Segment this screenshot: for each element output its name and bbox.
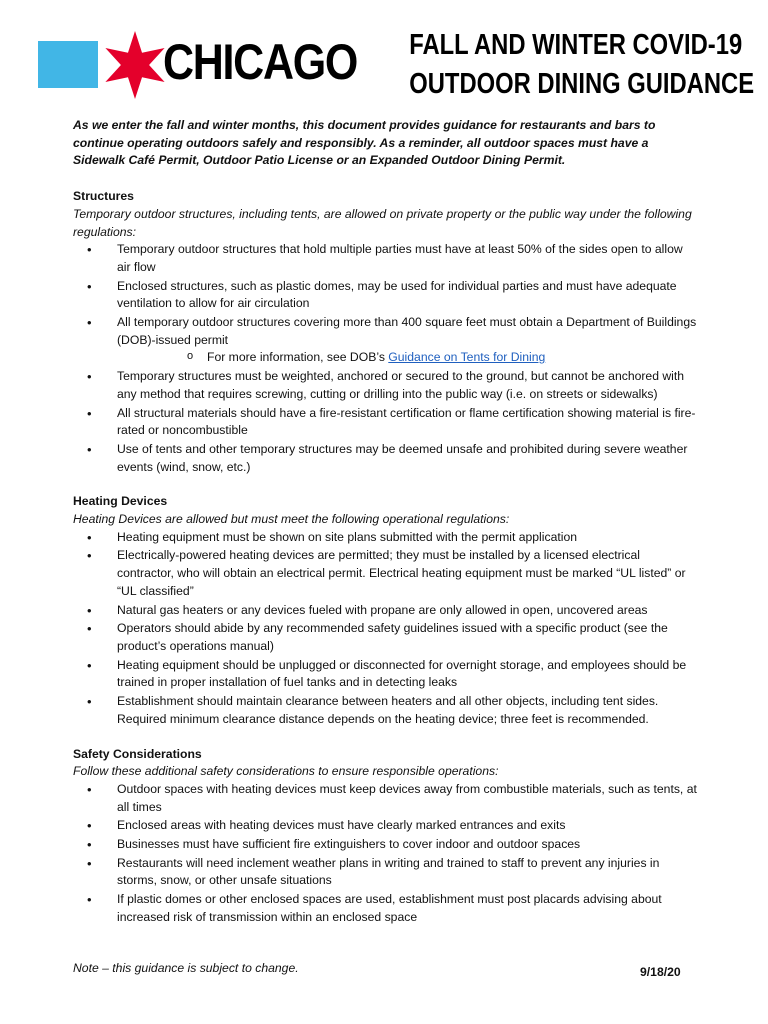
list-item: • Electrically-powered heating devices are permitted; they must be installed by a licensed electrical contractor, who will obtain an electrical permit. Electrical heating equipment must be marked “UL listed” or “UL classified” <box>73 547 698 600</box>
list-item: • Businesses must have sufficient fire extinguishers to cover indoor and outdoor spaces <box>73 836 698 854</box>
chicago-star-icon <box>98 28 172 102</box>
list-item: • Heating equipment should be unplugged or disconnected for overnight storage, and employees should be trained in proper installation of fuel tanks and in detecting leaks <box>73 657 698 692</box>
list-item: • Temporary structures must be weighted, anchored or secured to the ground, but cannot be anchored with any method that requires screwing, cutting or drilling into the public way (i.e. on streets or sidewalks) <box>73 368 698 403</box>
document-title <box>380 26 755 104</box>
list-item: • Temporary outdoor structures that hold multiple parties must have at least 50% of the sides open to allow air flow <box>73 241 698 276</box>
list-item: • Enclosed structures, such as plastic domes, may be used for individual parties and must have adequate ventilation to allow for air circulation <box>73 278 698 313</box>
section-heading: Safety Considerations <box>73 746 202 761</box>
list-item: • Establishment should maintain clearance between heaters and all other objects, including tent sides. Required minimum clearance distance depends on the heating device; three feet is recommended. <box>73 693 698 728</box>
sub-item-text: For more information, see DOB’s <box>207 350 389 365</box>
section-heading: Structures <box>73 189 134 204</box>
footer-date: 9/18/20 <box>640 965 681 979</box>
bullet-list <box>73 241 698 476</box>
section-subheading: Heating Devices are allowed but must meet the following operational regulations: <box>73 512 510 527</box>
list-item <box>73 314 698 367</box>
sub-list-item <box>117 349 698 367</box>
title-line-1: FALL AND WINTER COVID-19 <box>409 29 743 61</box>
section-heading: Heating Devices <box>73 494 168 509</box>
section-subheading: Follow these additional safety considerations to ensure responsible operations: <box>73 764 499 779</box>
list-item: • Natural gas heaters or any devices fueled with propane are only allowed in open, uncovered areas <box>73 602 698 620</box>
list-item-text: All temporary outdoor structures covering more than 400 square feet must obtain a Department of Buildings (DOB)-issued permit <box>117 315 697 347</box>
footer-note: Note – this guidance is subject to change. <box>73 961 299 975</box>
logo-wordmark: CHICAGO <box>163 34 358 90</box>
list-item: • Operators should abide by any recommended safety guidelines issued with a specific product (see the product’s operations manual) <box>73 620 698 655</box>
bullet-list <box>73 781 698 927</box>
document-header <box>0 0 768 115</box>
list-item: • Outdoor spaces with heating devices must keep devices away from combustible materials, such as tents, at all times <box>73 781 698 816</box>
section-structures <box>73 188 698 476</box>
sub-bullet-list <box>117 349 698 367</box>
list-item: • If plastic domes or other enclosed spaces are used, establishment must post placards advising about increased risk of transmission within an enclosed space <box>73 891 698 926</box>
bullet-list <box>73 529 698 729</box>
list-item: • Heating equipment must be shown on site plans submitted with the permit application <box>73 529 698 547</box>
tents-guidance-link[interactable]: Guidance on Tents for Dining <box>388 350 546 365</box>
section-safety-considerations <box>73 746 698 927</box>
title-line-2: OUTDOOR DINING GUIDANCE <box>409 68 755 100</box>
section-subheading: Temporary outdoor structures, including tents, are allowed on private property or the public way under the following regulations: <box>73 206 692 239</box>
list-item: • All structural materials should have a fire-resistant certification or flame certification showing material is fire-rated or noncombustible <box>73 405 698 440</box>
document-body <box>73 117 698 944</box>
section-heating-devices <box>73 493 698 728</box>
list-item: • Enclosed areas with heating devices must have clearly marked entrances and exits <box>73 817 698 835</box>
list-item: • Restaurants will need inclement weather plans in writing and trained to staff to prevent any injuries in storms, snow, or other unsafe situations <box>73 855 698 890</box>
list-item: • Use of tents and other temporary structures may be deemed unsafe and prohibited during severe weather events (wind, snow, etc.) <box>73 441 698 476</box>
logo-blue-square <box>38 41 98 88</box>
intro-paragraph: As we enter the fall and winter months, this document provides guidance for restaurants and bars to continue operating outdoors safely and responsibly. As a reminder, all outdoor spaces must have a Sidewalk Café Permit, Outdoor Patio License or an Expanded Outdoor Dining Permit. <box>73 118 656 168</box>
